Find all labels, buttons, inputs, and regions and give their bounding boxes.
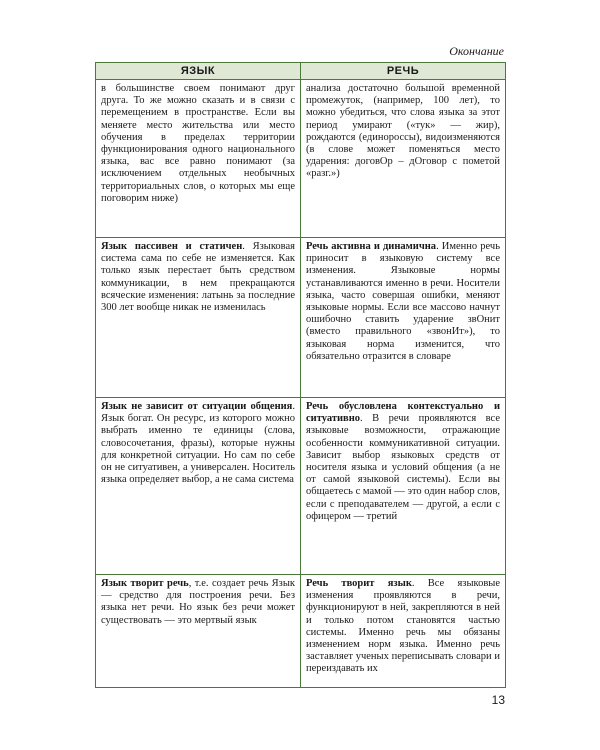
cell-text: . Именно речь приносит в языковую систему все изменения. Языковые нормы устанавливаются именно в речи. Носители языка, часто совершая ошибки, меняют языковые нормы. Если все массово начнут ошибочно ставить ударение звОнит (вместо правильного «звонИт»), то языковая норма изменится, что обязательно отразится в словаре <box>306 241 500 362</box>
table-row <box>96 575 506 688</box>
language-cell <box>96 238 301 398</box>
speech-cell <box>301 575 506 688</box>
cell-text: . Языковая система сама по себе не изменяется. Как только язык перестает быть средством коммуникации, в нем прекращаются всяческие изменения: латынь за последние 300 лет вообще никак не изменилась <box>101 241 295 314</box>
cell-lead: Язык пассивен и статичен <box>101 241 243 252</box>
page-number: 13 <box>491 693 505 707</box>
column-header-language: ЯЗЫК <box>96 63 301 80</box>
language-cell <box>96 398 301 575</box>
column-header-speech: РЕЧЬ <box>301 63 506 80</box>
cell-text: . Все языковые изменения проявляются в речи, функционируют в ней, закрепляются в ней и только потом становятся частью системы. Именно речь мы обязаны изменением норм языка. Именно речь заставляет ученых переписывать словари и переиздавать их <box>306 578 500 675</box>
cell-lead: Язык творит речь <box>101 578 189 589</box>
continuation-label: Окончание <box>449 44 504 58</box>
language-cell <box>96 575 301 688</box>
table-row <box>96 80 506 238</box>
cell-lead: Речь творит язык <box>306 578 412 589</box>
table-header-row <box>96 63 506 80</box>
cell-lead: Язык не зависит от ситуации общения <box>101 401 293 412</box>
cell-text: в большинстве своем понимают друг друга. То же можно сказать и в связи с перемещением в пространстве. Если вы меняете место жительства или место обучения в пределах территории функционирования одного национального языка, вас все равно понимают (за исключением отдельных необычных территориальных слов, о которых мы еще поговорим ниже) <box>101 83 295 204</box>
cell-lead: Речь обусловлена контекстуально и ситуативно <box>306 401 500 425</box>
cell-text: , т.е. создает речь Язык — средство для построения речи. Без языка нет речи. Но язык без речи может существовать — это мертвый язык <box>101 578 295 626</box>
cell-text: . Язык богат. Он ресурс, из которого можно выбрать именно те единицы (слова, словосочетания, фразы), которые нужны для конкретной ситуации. Но сам по себе он не ситуативен, а универсален. Носитель языка определяет выбор, а не сама система <box>101 401 295 486</box>
table-row <box>96 238 506 398</box>
table-row <box>96 398 506 575</box>
cell-text: . В речи проявляются все языковые возможности, отражающие особенности коммуникативной ситуации. Зависит выбор языковых средств от носителя языка и условий общения (а не от самой языковой системы). Если вы общаетесь с мамой — это один набор слов, если с преподавателем — другой, а если с офицером — третий <box>306 413 500 522</box>
speech-cell <box>301 80 506 238</box>
speech-cell <box>301 398 506 575</box>
language-cell <box>96 80 301 238</box>
cell-lead: Речь активна и динамична <box>306 241 437 252</box>
cell-text: анализа достаточно большой временной промежуток, (например, 100 лет), то можно убедиться, что слова языка за этот период умирают («тук» — жир), рождаются (единороссы), видоизменяются (в слове может поменяться место ударения: договОр – дОговор с пометой «разг.») <box>306 83 500 180</box>
speech-cell <box>301 238 506 398</box>
comparison-table <box>95 62 506 688</box>
